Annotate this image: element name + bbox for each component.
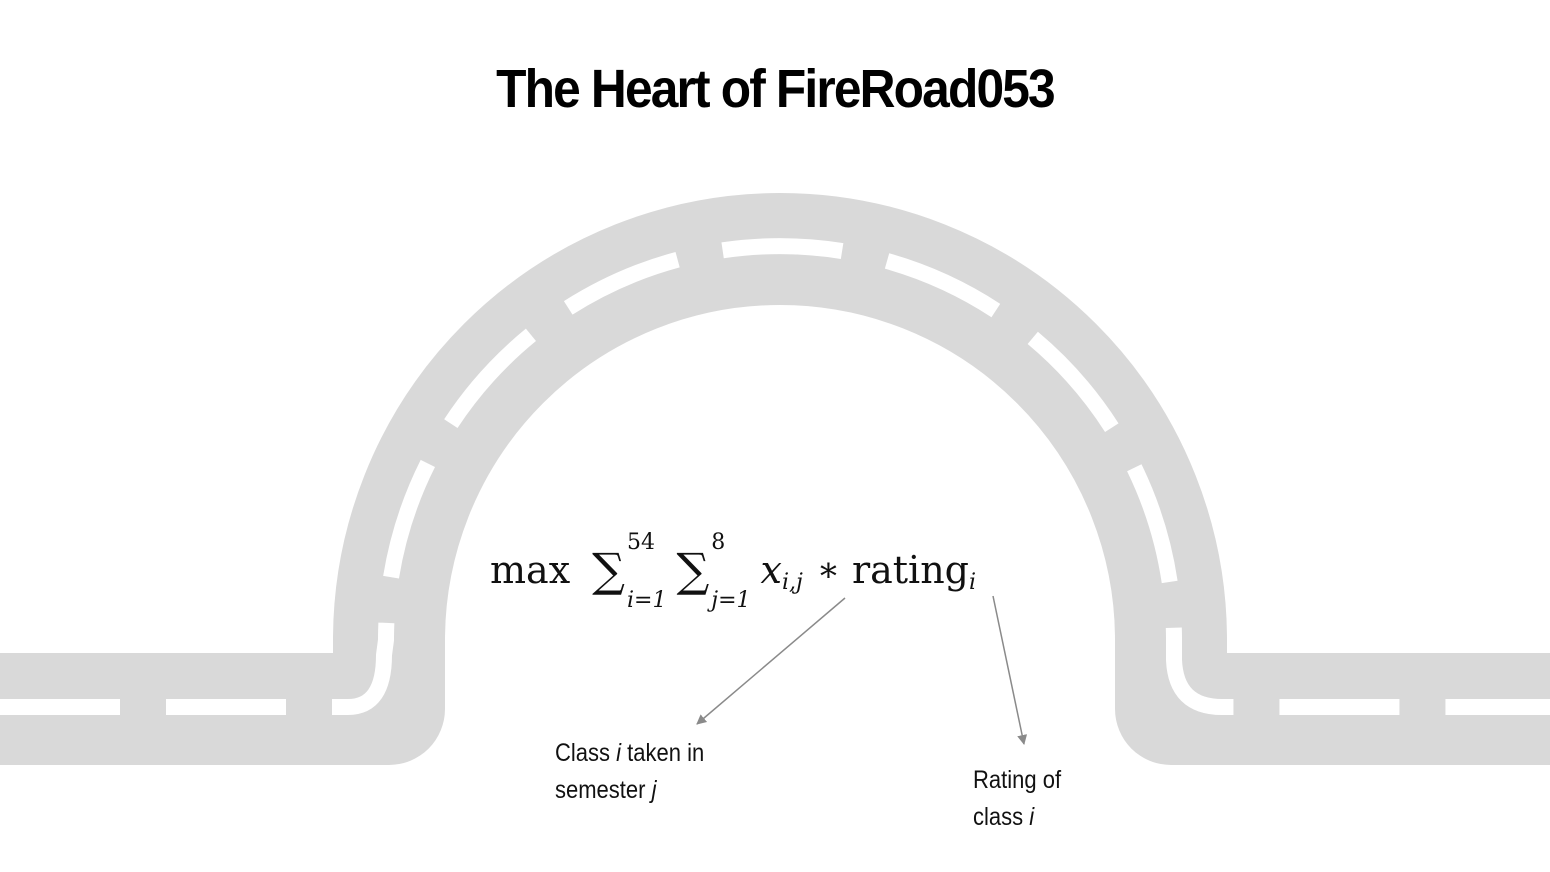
arrow-to-class-label <box>697 598 845 724</box>
rating-line-2: class i <box>973 803 1035 831</box>
rating-term: rating <box>851 548 969 592</box>
outer-sum-upper: 54 <box>626 530 655 555</box>
slide-title: The Heart of FireRoad053 <box>496 59 1054 119</box>
arrow-to-rating-label <box>993 596 1024 744</box>
outer-sigma: ∑ <box>592 543 625 597</box>
class-taken-line-1: Class i taken in <box>555 739 705 767</box>
inner-sigma: ∑ <box>676 543 710 597</box>
outer-sum-lower: i=1 <box>626 588 667 613</box>
inner-sum-lower: j=1 <box>711 588 751 613</box>
rating-annotation <box>973 762 1061 836</box>
max-operator: max <box>490 548 571 592</box>
class-taken-line-2: semester j <box>555 776 657 804</box>
decision-variable: x <box>760 548 782 592</box>
rating-line-1: Rating of <box>973 766 1062 794</box>
decision-variable-subscript: i,j <box>781 569 803 595</box>
rating-subscript: i <box>969 569 977 595</box>
inner-sum-upper: 8 <box>711 530 726 555</box>
class-taken-annotation <box>555 735 704 809</box>
multiply-operator: ∗ <box>816 550 840 590</box>
